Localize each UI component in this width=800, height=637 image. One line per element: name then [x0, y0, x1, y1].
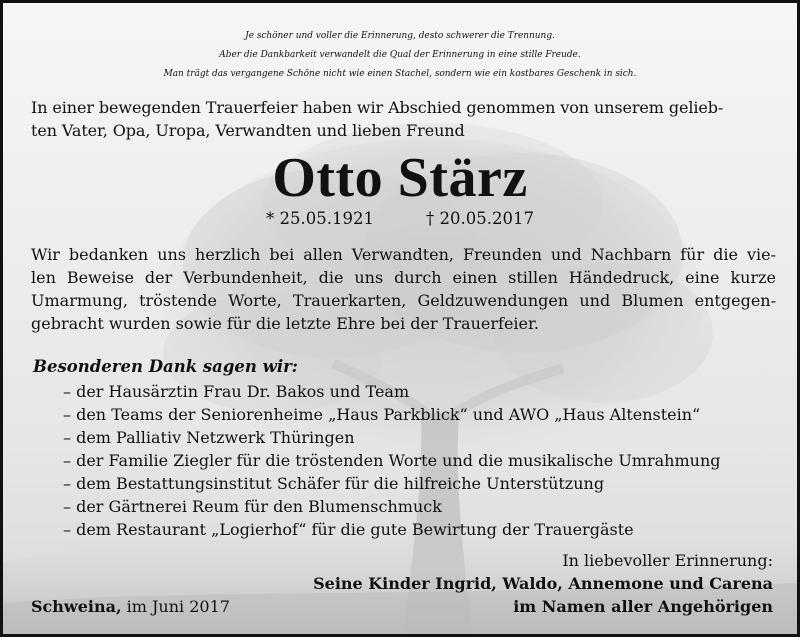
intro-line-1: In einer bewegenden Trauerfeier haben wir Abschied genommen von unserem gelieb- — [31, 98, 724, 117]
date: im Juni 2017 — [126, 597, 230, 616]
gratitude-line-3: Umarmung, tröstende Worte, Trauerkarten, Geldzuwendungen und Blumen entgegen- — [31, 291, 776, 310]
intro-line-2: ten Vater, Opa, Uropa, Verwandten und lieben Freund — [31, 121, 465, 140]
quote-line-3: Man trägt das vergangene Schöne nicht wie einen Stachel, sondern wie ein kostbares Geschenk in sich. — [163, 69, 637, 79]
life-dates — [3, 207, 797, 230]
thanks-list-item: – den Teams der Seniorenheime „Haus Parkblick“ und AWO „Haus Altenstein“ — [63, 405, 701, 424]
thanks-list-item: – der Gärtnerei Reum für den Blumenschmuck — [63, 497, 442, 516]
birth-date: * 25.05.1921 — [266, 209, 374, 228]
gratitude-line-2: len Beweise der Verbundenheit, die uns durch einen stillen Händedruck, eine kurze — [31, 268, 776, 287]
place-and-date — [31, 595, 230, 618]
thanks-list-item: – der Familie Ziegler für die tröstenden Worte und die musikalische Umrahmung — [63, 451, 721, 470]
signature-children: Seine Kinder Ingrid, Waldo, Annemone und Carena — [313, 574, 773, 593]
quote-line-2: Aber die Dankbarkeit verwandelt die Qual der Erinnerung in eine stille Freude. — [219, 50, 581, 60]
thanks-list-item: – dem Palliativ Netzwerk Thüringen — [63, 428, 355, 447]
signature-intro: In liebevoller Erinnerung: — [562, 551, 773, 570]
gratitude-line-1: Wir bedanken uns herzlich bei allen Verwandten, Freunden und Nachbarn für die vie- — [31, 245, 776, 264]
thanks-list-item: – dem Restaurant „Logierhof“ für die gute Bewirtung der Trauergäste — [63, 520, 634, 539]
thanks-list-item: – der Hausärztin Frau Dr. Bakos und Team — [63, 382, 410, 401]
quote-line-1: Je schöner und voller die Erinnerung, desto schwerer die Trennung. — [245, 31, 555, 41]
deceased-name: Otto Stärz — [272, 147, 528, 209]
death-date: † 20.05.2017 — [426, 209, 534, 228]
place: Schweina, — [31, 597, 122, 616]
special-thanks-heading: Besonderen Dank sagen wir: — [33, 357, 298, 376]
signature-relatives: im Namen aller Angehörigen — [513, 597, 773, 616]
gratitude-line-4: gebracht wurden sowie für die letzte Ehre bei der Trauerfeier. — [31, 314, 539, 333]
thanks-list-item: – dem Bestattungsinstitut Schäfer für die hilfreiche Unterstützung — [63, 474, 605, 493]
